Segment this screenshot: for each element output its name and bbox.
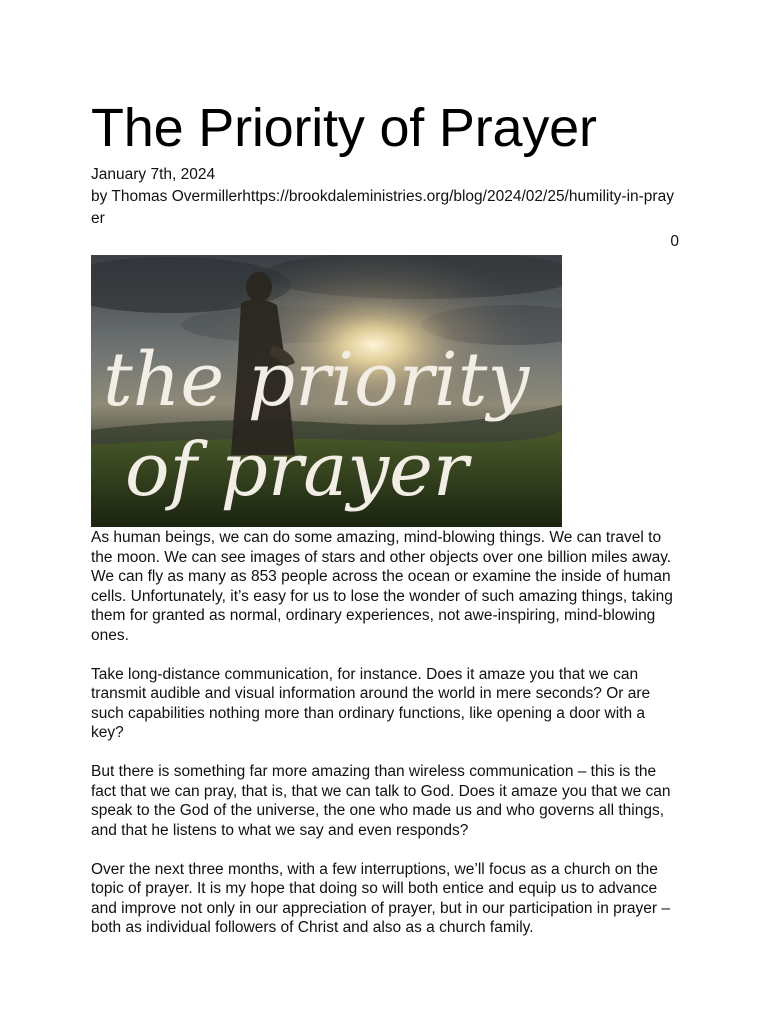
paragraph: Over the next three months, with a few interruptions, we’ll focus as a church on the topic of prayer. It is my hope that doing so will both entice and equip us to advance and improve not only in our appreciation of prayer, but in our participation in prayer – both as individual followers of Christ and also as a church family. [91,860,671,936]
article-title: The Priority of Prayer [91,98,597,158]
hero-image-text-2: of prayer [125,427,469,513]
paragraph: Take long-distance communication, for instance. Does it amaze you that we can transmit audible and visual information around the world in mere seconds? Or are such capabilities nothing more than ordinary functions, like opening a door with a key? [91,665,651,741]
paragraph: As human beings, we can do some amazing, mind-blowing things. We can travel to the moon. We can see images of stars and other objects over one billion miles away. We can fly as many as 853 people across the ocean or examine the inside of human cells. Unfortunately, it’s easy for us to lose the wonder of such amazing things, taking them for granted as normal, ordinary experiences, not awe-inspiring, mind-blowing ones. [91,529,673,644]
comment-count: 0 [670,233,679,250]
hero-image-graphic [91,255,562,527]
article-byline[interactable]: by Thomas Overmillerhttps://brookdaleministries.org/blog/2024/02/25/humility-in-prayer [91,188,674,227]
hero-image [91,255,562,527]
article-body [91,528,679,938]
paragraph: But there is something far more amazing than wireless communication – this is the fact that we can pray, that is, that we can talk to God. Does it amaze you that we can speak to the God of the universe, the one who made us and who governs all things, and that he listens to what we say and even responds? [91,763,671,839]
article-date: January 7th, 2024 [91,166,216,183]
hero-image-text-1: the priority [103,337,530,423]
article [91,96,679,938]
